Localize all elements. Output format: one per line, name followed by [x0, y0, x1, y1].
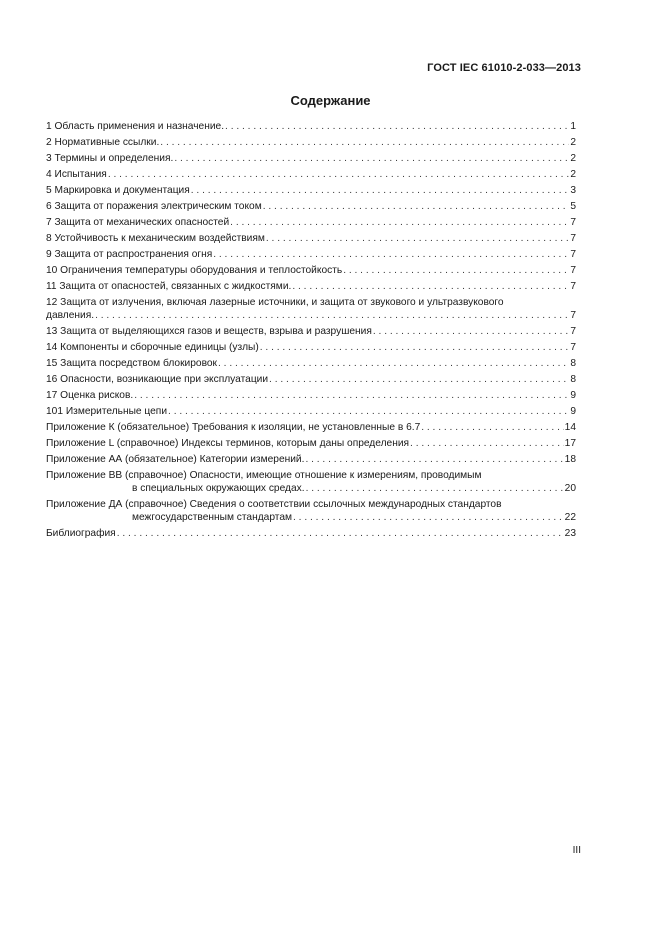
- toc-entry-page: 7: [570, 217, 576, 228]
- toc-entry-title: 1 Область применения и назначение.: [46, 121, 225, 132]
- toc-entry-title: 14 Компоненты и сборочные единицы (узлы): [46, 342, 259, 353]
- toc-entry-page: 18: [564, 454, 576, 465]
- toc-entry-page: 7: [570, 233, 576, 244]
- toc-entry-page: 8: [570, 358, 576, 369]
- dot-leader: [174, 152, 569, 165]
- toc-entry-page: 8: [570, 374, 576, 385]
- dot-leader: [168, 405, 569, 418]
- toc-entry-title: давления.: [46, 310, 95, 321]
- dot-leader: [225, 120, 569, 133]
- toc-entry-title-line: Приложение ДА (справочное) Сведения о соответствии ссылочных международных стандартов: [46, 499, 502, 510]
- toc-entry[interactable]: [46, 168, 576, 181]
- dot-leader: [160, 136, 569, 149]
- toc-entry[interactable]: [46, 389, 576, 402]
- toc-entry-title: в специальных окружающих средах.: [132, 483, 305, 494]
- toc-entry-page: 23: [564, 528, 576, 539]
- toc-entry-title: Приложение АА (обязательное) Категории измерений.: [46, 454, 305, 465]
- toc-entry-title: 11 Защита от опасностей, связанных с жидкостями.: [46, 281, 292, 292]
- toc-entry-title: 7 Защита от механических опасностей: [46, 217, 230, 228]
- toc-entry-title: 4 Испытания: [46, 169, 107, 180]
- toc-entry-page: 5: [570, 201, 576, 212]
- toc-entry-page: 20: [564, 483, 576, 494]
- dot-leader: [293, 511, 564, 524]
- dot-leader: [292, 280, 569, 293]
- dot-leader: [263, 200, 570, 213]
- toc-entry-title: 16 Опасности, возникающие при эксплуатации: [46, 374, 269, 385]
- toc-entry-page: 9: [570, 406, 576, 417]
- toc-entry[interactable]: [46, 136, 576, 149]
- toc-entry[interactable]: [46, 296, 576, 322]
- toc-entry[interactable]: [46, 184, 576, 197]
- toc-entry-title: Приложение К (обязательное) Требования к изоляции, не установленные в 6.7: [46, 422, 421, 433]
- toc-entry[interactable]: [46, 248, 576, 261]
- toc-entry-title: 6 Защита от поражения электрическим током: [46, 201, 262, 212]
- toc-entry-page: 2: [570, 137, 576, 148]
- page-folio: III: [572, 845, 581, 856]
- dot-leader: [213, 248, 569, 261]
- toc-entry-page: 7: [570, 326, 576, 337]
- dot-leader: [230, 216, 569, 229]
- toc-entry[interactable]: [46, 264, 576, 277]
- dot-leader: [95, 309, 569, 322]
- toc-title: Содержание: [290, 93, 371, 108]
- toc-entry[interactable]: [46, 498, 576, 524]
- toc-entry[interactable]: [46, 216, 576, 229]
- dot-leader: [191, 184, 570, 197]
- dot-leader: [266, 232, 569, 245]
- toc-entry[interactable]: [46, 357, 576, 370]
- dot-leader: [410, 437, 564, 450]
- toc-entry-title: 17 Оценка рисков.: [46, 390, 134, 401]
- dot-leader: [269, 373, 569, 386]
- dot-leader: [421, 421, 563, 434]
- dot-leader: [306, 482, 564, 495]
- dot-leader: [260, 341, 570, 354]
- toc-entry-page: 7: [570, 281, 576, 292]
- table-of-contents: [46, 120, 576, 543]
- toc-entry[interactable]: [46, 152, 576, 165]
- toc-entry[interactable]: [46, 120, 576, 133]
- toc-entry[interactable]: [46, 341, 576, 354]
- dot-leader: [108, 168, 570, 181]
- toc-entry[interactable]: [46, 421, 576, 434]
- toc-entry[interactable]: [46, 232, 576, 245]
- toc-entry-title: 5 Маркировка и документация: [46, 185, 190, 196]
- toc-entry-title-line: Приложение ВВ (справочное) Опасности, имеющие отношение к измерениям, проводимым: [46, 470, 482, 481]
- toc-entry[interactable]: [46, 437, 576, 450]
- toc-entry-title: 101 Измерительные цепи: [46, 406, 168, 417]
- toc-entry-page: 14: [564, 422, 576, 433]
- toc-entry-page: 7: [570, 310, 576, 321]
- toc-entry[interactable]: [46, 280, 576, 293]
- toc-entry[interactable]: [46, 527, 576, 540]
- toc-entry-page: 17: [564, 438, 576, 449]
- standard-designation: ГОСТ IEC 61010-2-033—2013: [427, 62, 581, 74]
- dot-leader: [373, 325, 569, 338]
- toc-entry[interactable]: [46, 373, 576, 386]
- toc-entry-title: 2 Нормативные ссылки.: [46, 137, 160, 148]
- dot-leader: [117, 527, 564, 540]
- dot-leader: [343, 264, 569, 277]
- toc-entry[interactable]: [46, 200, 576, 213]
- toc-entry-title: 10 Ограничения температуры оборудования и теплостойкость: [46, 265, 343, 276]
- toc-entry[interactable]: [46, 469, 576, 495]
- toc-entry-title: 15 Защита посредством блокировок: [46, 358, 217, 369]
- toc-entry-title: 9 Защита от распространения огня: [46, 249, 213, 260]
- toc-entry-page: 1: [570, 121, 576, 132]
- toc-entry-page: 22: [564, 512, 576, 523]
- dot-leader: [134, 389, 569, 402]
- toc-entry-page: 2: [570, 169, 576, 180]
- toc-entry-title: 8 Устойчивость к механическим воздействиям: [46, 233, 265, 244]
- toc-entry-page: 7: [570, 249, 576, 260]
- toc-entry-title: Библиография: [46, 528, 116, 539]
- toc-entry-page: 3: [570, 185, 576, 196]
- toc-entry[interactable]: [46, 405, 576, 418]
- toc-entry-title: 3 Термины и определения.: [46, 153, 174, 164]
- dot-leader: [218, 357, 569, 370]
- toc-entry-title-line: 12 Защита от излучения, включая лазерные источники, и защита от звукового и ультразвукового: [46, 297, 504, 308]
- toc-entry-title: межгосударственным стандартам: [132, 512, 292, 523]
- toc-entry-page: 7: [570, 342, 576, 353]
- toc-entry-page: 2: [570, 153, 576, 164]
- toc-entry-page: 7: [570, 265, 576, 276]
- toc-entry-title: 13 Защита от выделяющихся газов и веществ, взрыва и разрушения: [46, 326, 372, 337]
- toc-entry[interactable]: [46, 453, 576, 466]
- toc-entry[interactable]: [46, 325, 576, 338]
- dot-leader: [305, 453, 563, 466]
- toc-entry-title: Приложение L (справочное) Индексы терминов, которым даны определения: [46, 438, 410, 449]
- toc-entry-page: 9: [570, 390, 576, 401]
